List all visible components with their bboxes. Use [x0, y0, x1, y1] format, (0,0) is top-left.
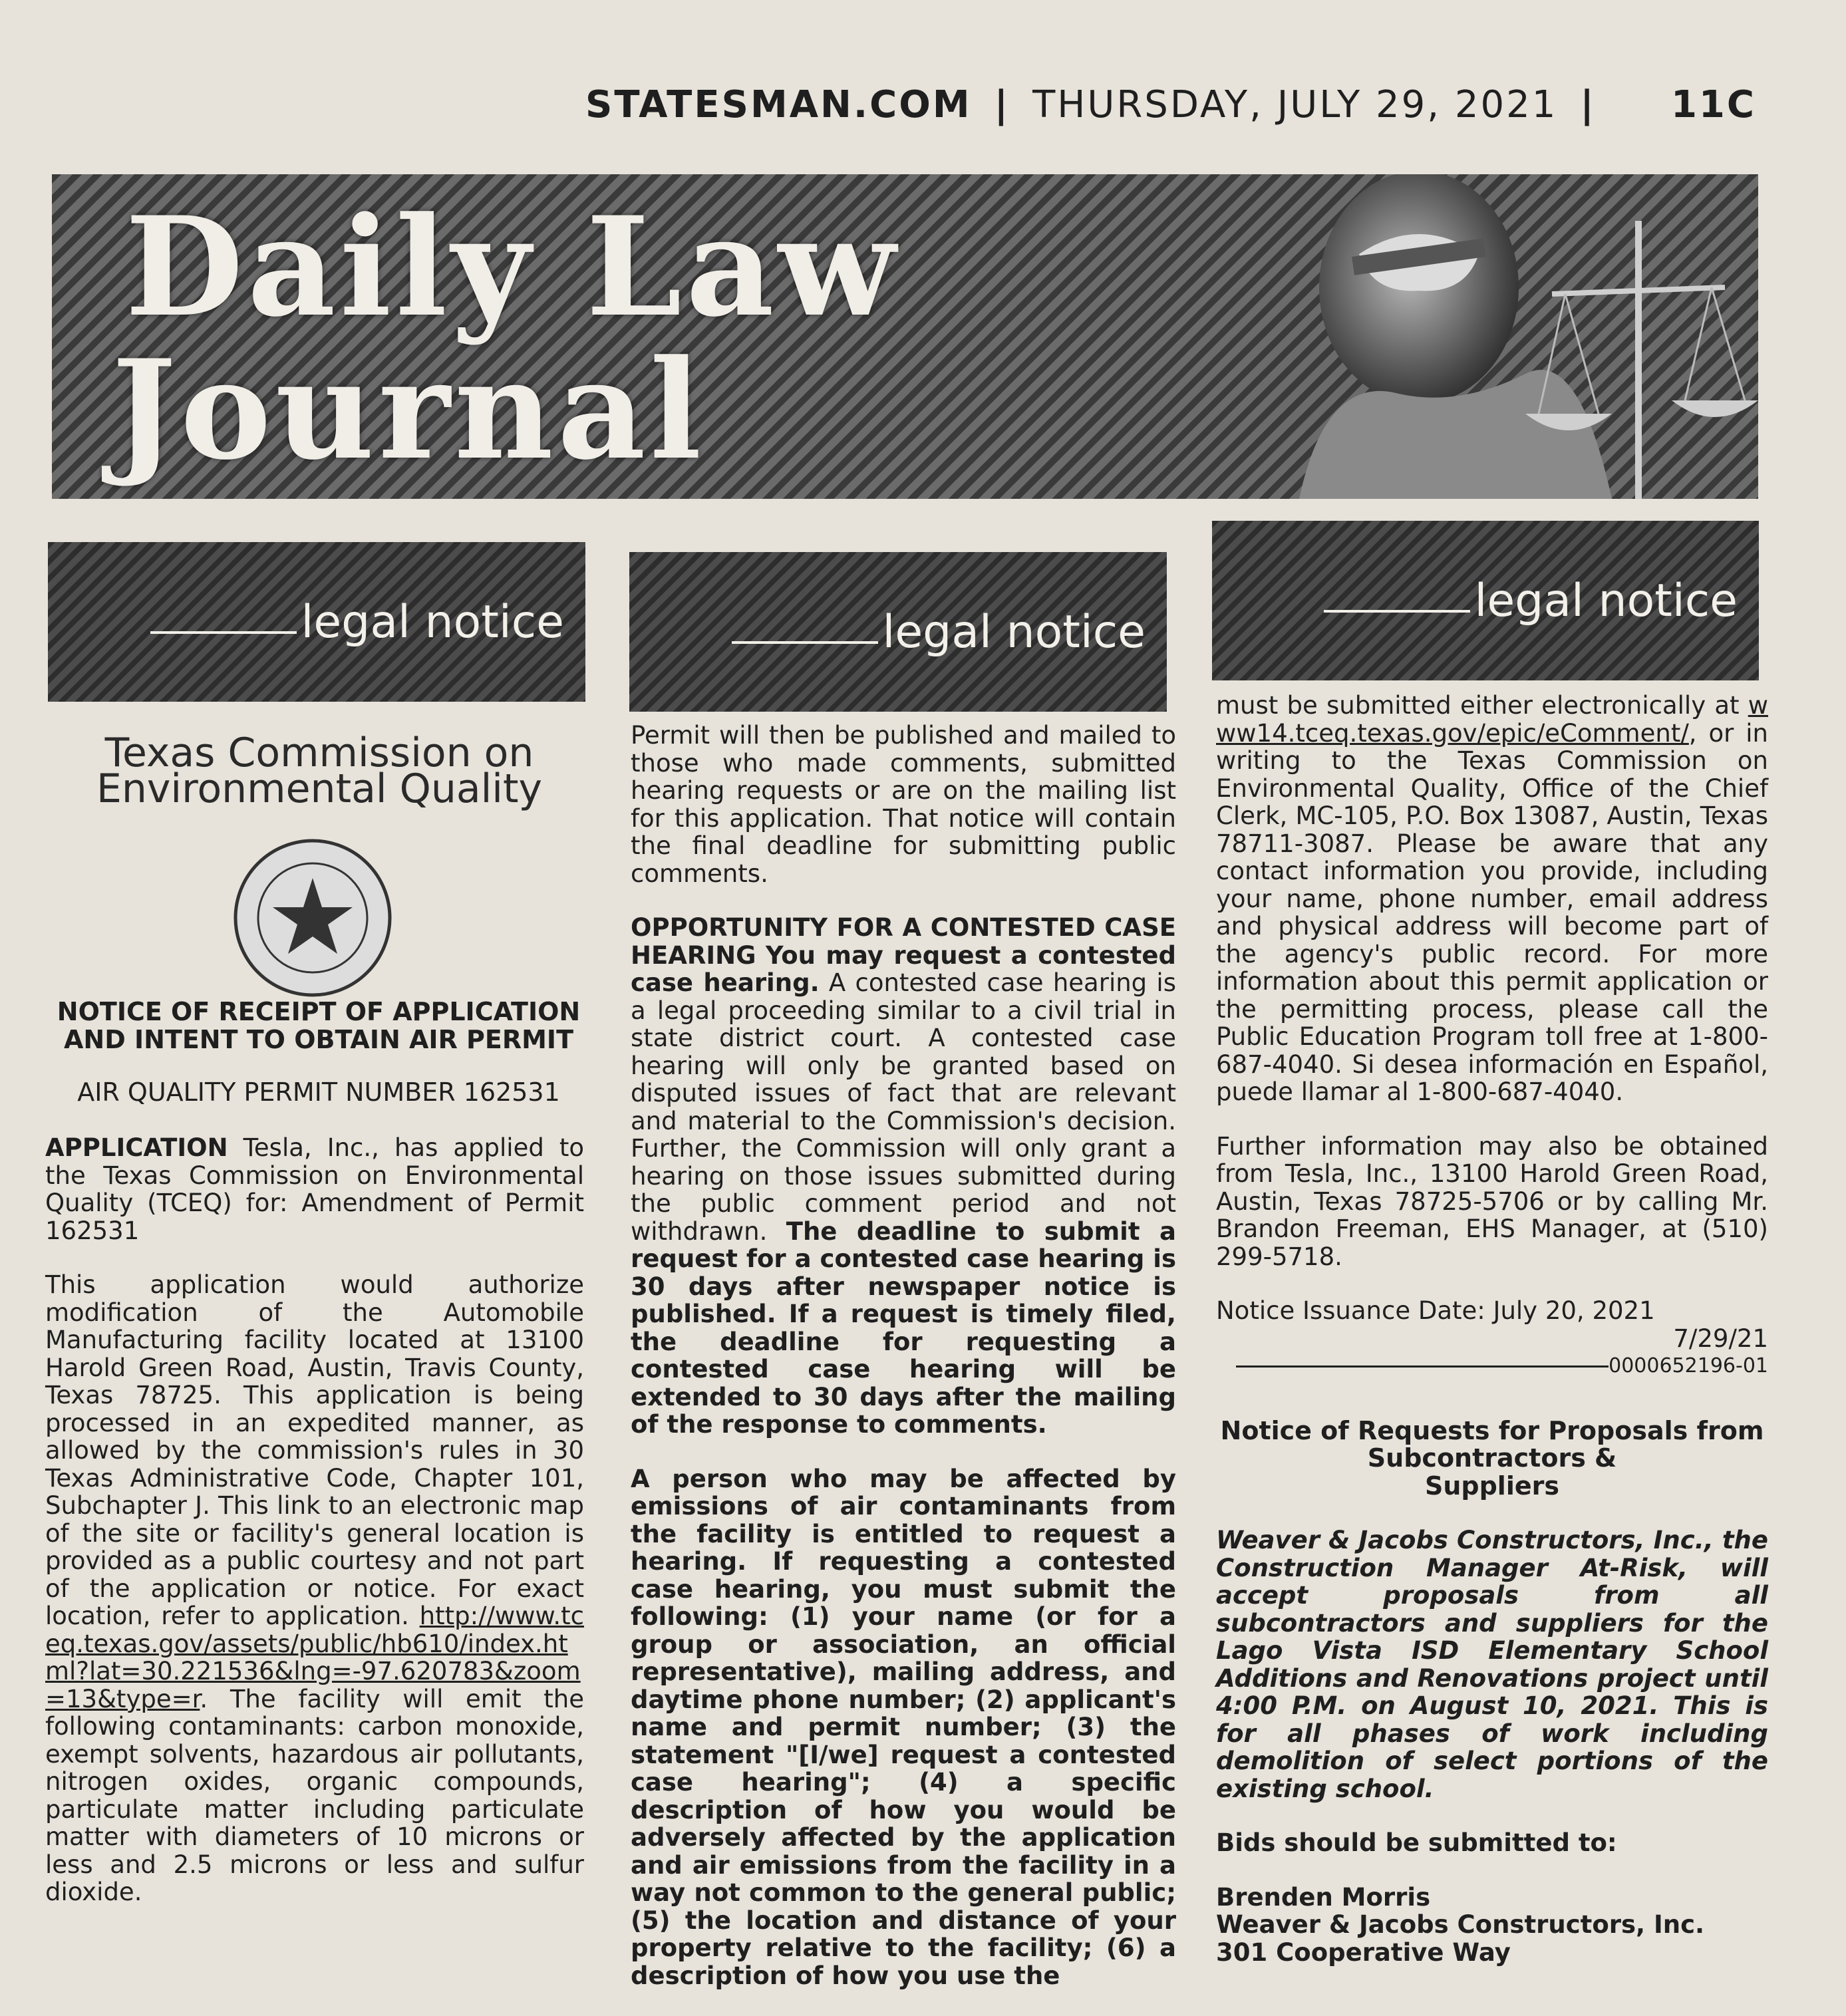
rfp-paragraph: Weaver & Jacobs Constructors, Inc., the Construction Manager At-Risk, will accept proposals from all subcontractors and suppliers for the Lago Vista ISD Elementary School Additions and Renovations project until 4:00 P.M. on August 10, 2021. This is for all phases of work including demolition of select portions of the existing school. — [1216, 1526, 1768, 1803]
contact-name: Brenden Morris — [1216, 1882, 1431, 1912]
column-1-body — [45, 1134, 584, 1933]
affected-person-paragraph: A person who may be affected by emissions of air contaminants from the facility is entitled to request a hearing. If requesting a contested case hearing, you must submit the following: (1) your name (or for a group or association, an official representative), mailing address, and daytime phone number; (2) applicant's name and permit number; (3) the statement "[I/we] request a contested case hearing"; (4) a specific description of how you would be adversely affected by the application and air emissions from the facility in a way not common to the general public; (5) the location and distance of your property relative to the facility; (6) a description of how you use the — [631, 1464, 1176, 1990]
ad-number: 0000652196-01 — [1609, 1354, 1768, 1377]
issuance-date: Notice Issuance Date: July 20, 2021 — [1216, 1296, 1655, 1325]
application-label: APPLICATION — [45, 1133, 228, 1162]
hearing-deadline: The deadline to submit a request for a contested case hearing is 30 days after newspaper notice is published. If a request is timely filed, the deadline for requesting a contested case hearing will be extended to 30 days after the mailing of the response to comments. — [631, 1217, 1176, 1439]
section-label-bar — [629, 552, 1167, 712]
agency-name-line1: Texas Commission on — [104, 730, 534, 776]
rfp-title-line3: Suppliers — [1424, 1471, 1559, 1501]
section-label-bar — [48, 542, 585, 702]
label-rule — [732, 641, 878, 644]
rfp-title-line1: Notice of Requests for Proposals from — [1220, 1415, 1764, 1445]
masthead-title-line2: Journal — [112, 331, 706, 490]
rfp-title-line2: Subcontractors & — [1367, 1443, 1617, 1473]
application-text: Tesla, Inc., has applied to the Texas Commission on Environmental Quality (TCEQ) for: Amendment of Permit 162531 — [45, 1133, 584, 1245]
ad-rule — [1236, 1366, 1609, 1368]
agency-name — [80, 730, 559, 812]
section-label: legal notice — [882, 605, 1146, 658]
page-number: 11C — [1670, 82, 1756, 126]
submission-text: must be submitted either electronically at — [1216, 691, 1740, 720]
header-separator: | — [994, 82, 1010, 126]
ad-number-line — [1216, 1352, 1768, 1380]
texas-state-seal — [233, 838, 392, 998]
column-2-body — [631, 722, 1176, 2016]
rfp-title — [1216, 1417, 1768, 1501]
further-info-paragraph: Further information may also be obtained from Tesla, Inc., 13100 Harold Green Road, Austin, Texas 78725-5706 or by calling Mr. Brandon Freeman, EHS Manager, at (510) 299-5718. — [1216, 1131, 1768, 1271]
contact-block — [1216, 1884, 1768, 1967]
hearing-request-text: You may request a contested case hearing. — [631, 940, 1176, 997]
section-label-bar — [1212, 521, 1759, 680]
hearing-description: A contested case hearing is a legal proceeding similar to a civil trial in state district court. A contested case hearing will only be granted based on disputed issues of fact that are relevant and material to the Commission's decision. Further, the Commission will only grant a hearing on those issues submitted during the public comment period and not withdrawn. — [631, 968, 1176, 1246]
issue-date: THURSDAY, JULY 29, 2021 — [1032, 82, 1558, 126]
page-header — [585, 74, 1756, 134]
section-label: legal notice — [301, 595, 564, 648]
contaminants-text: The facility will emit the following contaminants: carbon monoxide, exempt solvents, hazardous air pollutants, nitrogen oxides, organic compounds, particulate matter including particulate matter with diameters of 10 microns or less and 2.5 microns or less and sulfur dioxide. — [45, 1684, 585, 1906]
publication-date: 7/29/21 — [1673, 1324, 1768, 1353]
masthead-title-line1: Daily Law — [125, 188, 900, 347]
submission-paragraph — [1216, 692, 1768, 1106]
label-rule — [1324, 610, 1470, 613]
contact-company: Weaver & Jacobs Constructors, Inc. — [1216, 1910, 1705, 1939]
label-rule — [150, 631, 297, 634]
notice-heading — [56, 998, 581, 1054]
notice-heading-line1: NOTICE OF RECEIPT OF APPLICATION — [57, 997, 581, 1026]
lady-justice-illustration — [1179, 174, 1758, 499]
site-name: STATESMAN.COM — [585, 82, 972, 126]
final-notice-paragraph: Permit will then be published and mailed to those who made comments, submitted hearing requests or are on the mailing list for this application. That notice will contain the final deadline for submitting public comments. — [631, 721, 1176, 888]
hearing-paragraph — [631, 914, 1176, 1439]
modification-text: This application would authorize modification of the Automobile Manufacturing facility located at 13100 Harold Green Road, Austin, Travis County, Texas 78725. This application is being processed in an expedited manner, as allowed by the commission's rules in 30 Texas Administrative Code, Chapter 101, Subchapter J. This link to an electronic map of the site or facility's general location is provided as a public courtesy and not part of the application or notice. For exact location, refer to application. — [45, 1270, 584, 1630]
section-label: legal notice — [1474, 574, 1738, 627]
permit-number: AIR QUALITY PERMIT NUMBER 162531 — [77, 1078, 560, 1107]
notice-heading-line2: AND INTENT TO OBTAIN AIR PERMIT — [63, 1025, 573, 1054]
bids-line: Bids should be submitted to: — [1216, 1828, 1617, 1857]
modification-paragraph: This application would authorize modification of the Automobile Manufacturing facility located at 13100 Harold Green Road, Austin, Travis County, Texas 78725. This application is being processed in an expedited manner, as allowed by the commission's rules in 30 Texas Administrative Code, Chapter 101, Subchapter J. This link to an electronic map of the site or facility's general location is provided as a public courtesy and not part of the application or notice. For exact location, refer to application. http://www.tceq.texas.gov/assets/public/hb610/index.html?lat=30.221536&lng=-97.620783&zoom=13&type=r. The facility will emit the following contaminants: carbon monoxide, exempt solvents, hazardous air pollutants, nitrogen oxides, organic compounds, particulate matter including particulate matter with diameters of 10 microns or less and 2.5 microns or less and sulfur dioxide. — [45, 1270, 585, 1906]
agency-name-line2: Environmental Quality — [96, 766, 543, 812]
application-paragraph — [45, 1134, 584, 1244]
header-separator: | — [1580, 82, 1596, 126]
map-link[interactable]: http://www.tceq.texas.gov/assets/public/hb610/index.html?lat=30.221536&lng=-97.620783&zoom=13&type=r — [45, 1602, 584, 1713]
masthead — [52, 174, 1758, 499]
hearing-label: OPPORTUNITY FOR A CONTESTED CASE HEARING — [631, 913, 1176, 970]
contact-street: 301 Cooperative Way — [1216, 1938, 1511, 1967]
submission-text-end: , or in writing to the Texas Commission on Environmental Quality, Office of the Chief Clerk, MC-105, P.O. Box 13087, Austin, Texas 78711-3087. Please be aware that any contact information you provide, including your name, phone number, email address and physical address will become part of the agency's public record. For more information about this permit application or the permitting process, please call the Public Education Program toll free at 1-800-687-4040. Si desea información en Español, puede llamar al 1-800-687-4040. — [1216, 718, 1768, 1106]
column-3-body — [1216, 692, 1768, 1966]
ecomment-link[interactable]: www14.tceq.texas.gov/epic/eComment/ — [1216, 691, 1769, 748]
